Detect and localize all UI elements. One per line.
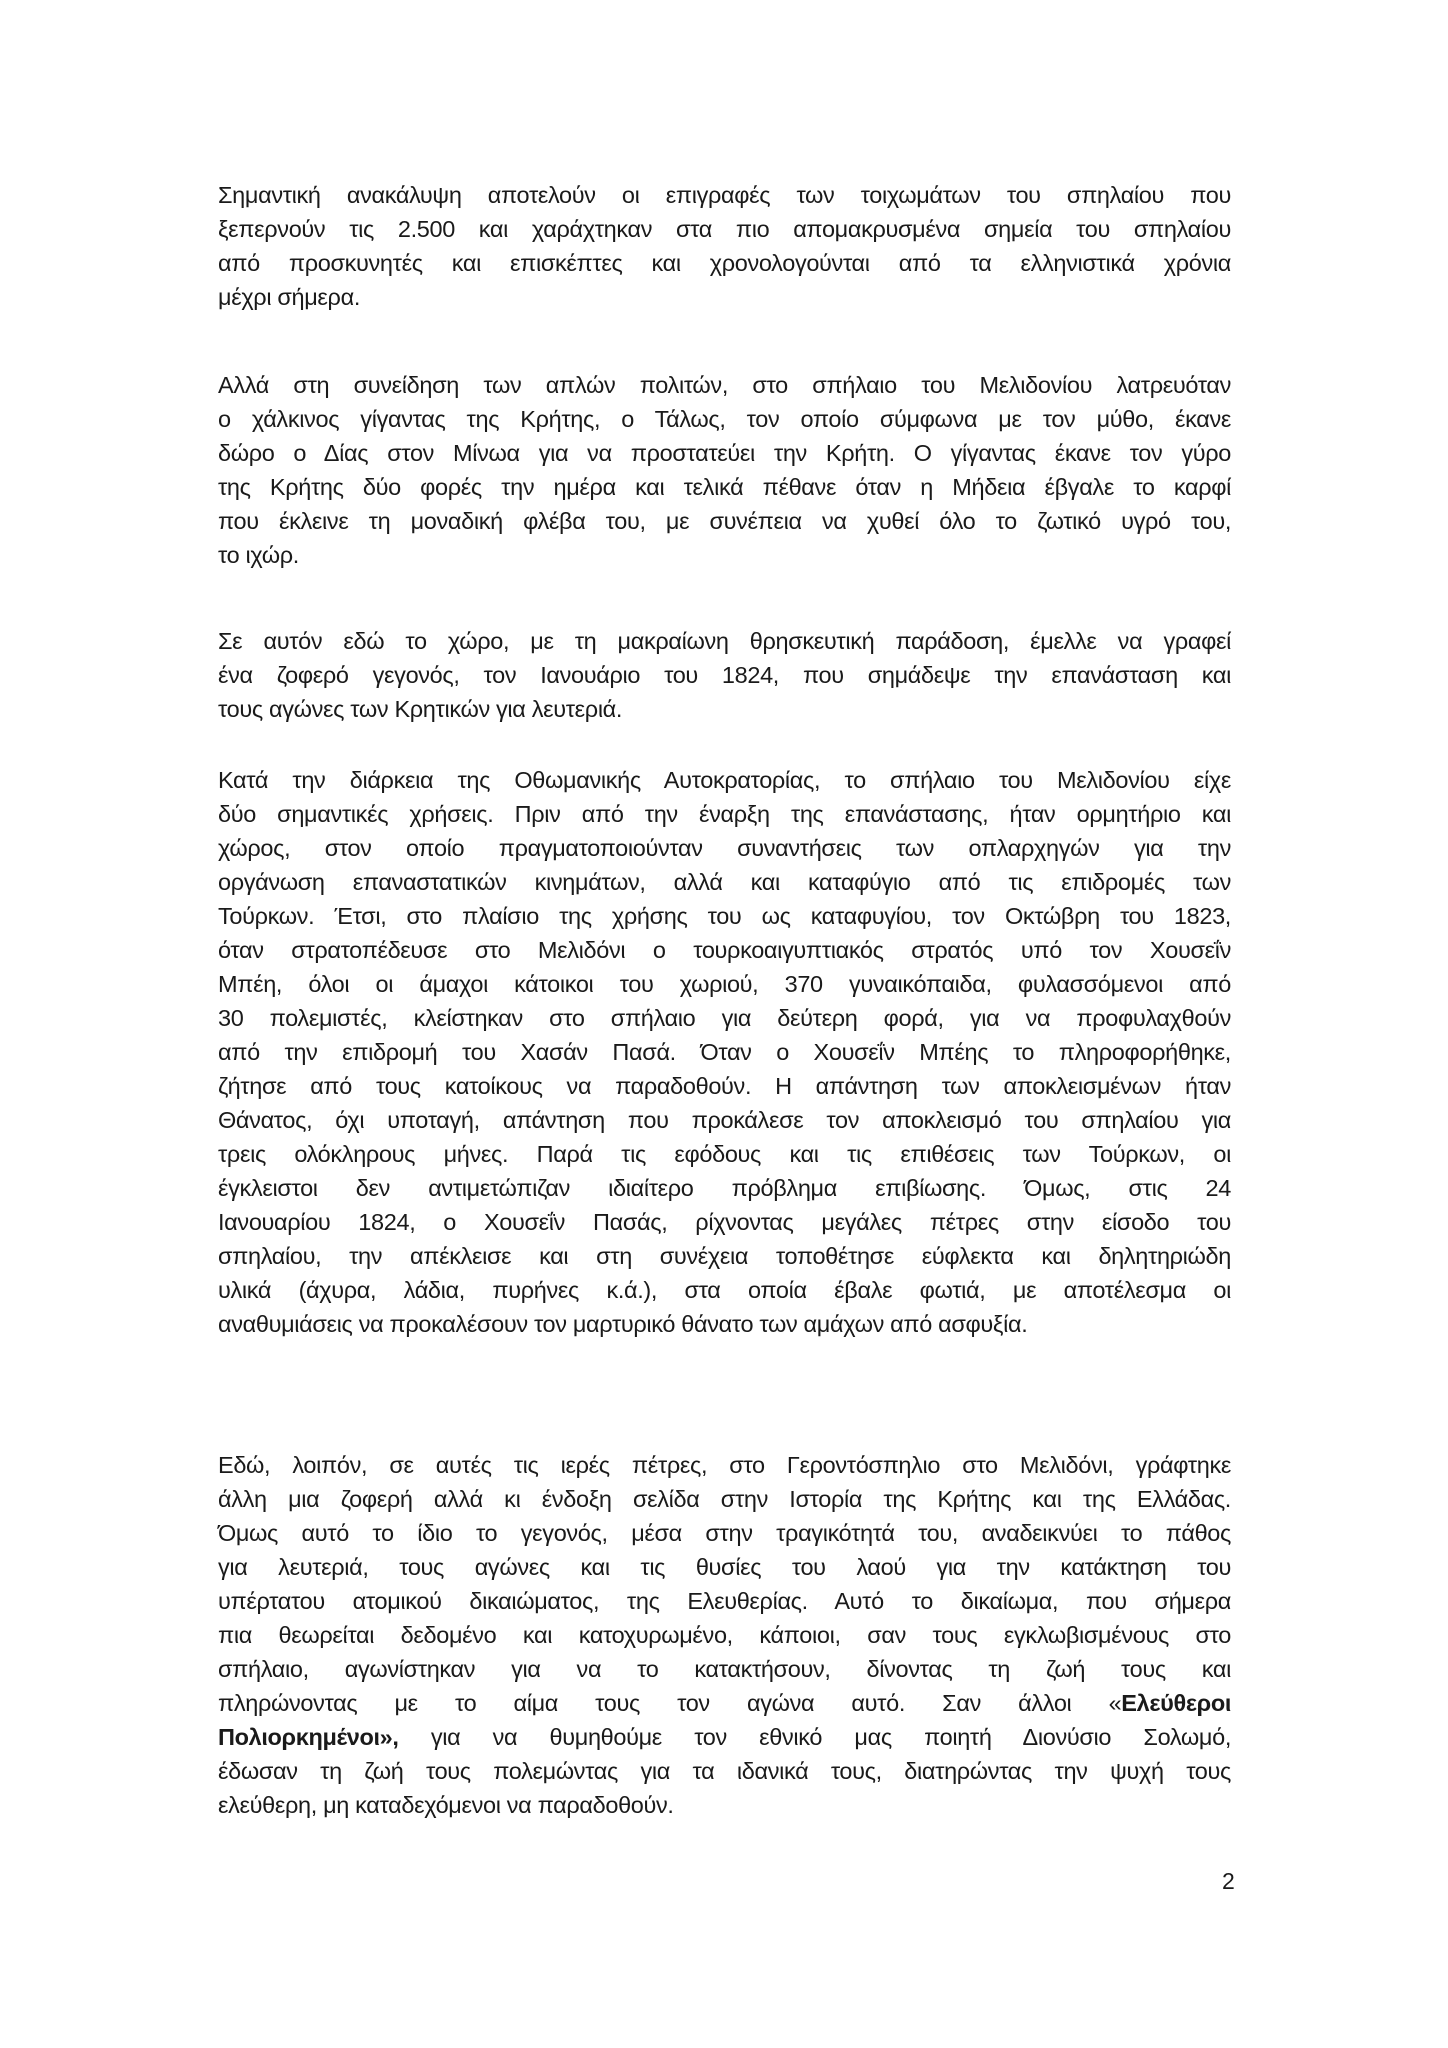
text-line: σπηλαίου, την απέκλεισε και στη συνέχεια τοποθέτησε εύφλεκτα και δηλητηριώδη xyxy=(218,1243,1231,1269)
text-line: Ιανουαρίου 1824, ο Χουσεΐν Πασάς, ρίχνοντας μεγάλες πέτρες στην είσοδο του xyxy=(218,1209,1231,1235)
text-line: σπήλαιο, αγωνίστηκαν για να το κατακτήσουν, δίνοντας τη ζωή τους και xyxy=(218,1656,1231,1682)
text-line: όταν στρατοπέδευσε στο Μελιδόνι ο τουρκοαιγυπτιακός στρατός υπό τον Χουσεΐν xyxy=(218,937,1231,963)
text-line: το ιχώρ. xyxy=(218,542,299,568)
bold-quote-end: Πολιορκημένοι», xyxy=(218,1724,399,1750)
text-line: Εδώ, λοιπόν, σε αυτές τις ιερές πέτρες, στο Γεροντόσπηλιο στο Μελιδόνι, γράφτηκε xyxy=(218,1452,1231,1478)
text-line: ο χάλκινος γίγαντας της Κρήτης, ο Τάλως, τον οποίο σύμφωνα με τον μύθο, έκανε xyxy=(218,406,1231,432)
text-line: δώρο ο Δίας στον Μίνωα για να προστατεύει την Κρήτη. Ο γίγαντας έκανε τον γύρο xyxy=(218,440,1231,466)
text-line: ζήτησε από τους κατοίκους να παραδοθούν. Η απάντηση των αποκλεισμένων ήταν xyxy=(218,1073,1231,1099)
page-number: 2 xyxy=(1222,1868,1235,1894)
text-line: Όμως αυτό το ίδιο το γεγονός, μέσα στην τραγικότητά του, αναδεικνύει το πάθος xyxy=(218,1520,1231,1546)
paragraph-5 xyxy=(218,1448,1231,1822)
text-line: οργάνωση επαναστατικών κινημάτων, αλλά και καταφύγιο από τις επιδρομές των xyxy=(218,869,1231,895)
text-segment: για να θυμηθούμε τον εθνικό μας ποιητή Διονύσιο Σολωμό, xyxy=(398,1724,1231,1750)
text-line: τους αγώνες των Κρητικών για λευτεριά. xyxy=(218,696,623,722)
text-line: Τούρκων. Έτσι, στο πλαίσιο της χρήσης του ως καταφυγίου, τον Οκτώβρη του 1823, xyxy=(218,903,1231,929)
text-line: Σε αυτόν εδώ το χώρο, με τη μακραίωνη θρησκευτική παράδοση, έμελλε να γραφεί xyxy=(218,628,1231,654)
text-line: από την επιδρομή του Χασάν Πασά. Όταν ο Χουσεΐν Μπέης το πληροφορήθηκε, xyxy=(218,1039,1231,1065)
text-line: μέχρι σήμερα. xyxy=(218,284,360,310)
text-line: Θάνατος, όχι υποταγή, απάντηση που προκάλεσε τον αποκλεισμό του σπηλαίου για xyxy=(218,1107,1231,1133)
text-line: από προσκυνητές και επισκέπτες και χρονολογούνται από τα ελληνιστικά χρόνια xyxy=(218,250,1231,276)
paragraph-1 xyxy=(218,178,1231,314)
text-line: έγκλειστοι δεν αντιμετώπιζαν ιδιαίτερο πρόβλημα επιβίωσης. Όμως, στις 24 xyxy=(218,1175,1231,1201)
text-line: Κατά την διάρκεια της Οθωμανικής Αυτοκρατορίας, το σπήλαιο του Μελιδονίου είχε xyxy=(218,767,1231,793)
text-line-with-bold xyxy=(218,1686,1231,1720)
text-line: της Κρήτης δύο φορές την ημέρα και τελικά πέθανε όταν η Μήδεια έβγαλε το καρφί xyxy=(218,474,1231,500)
text-line: Μπέη, όλοι οι άμαχοι κάτοικοι του χωριού, 370 γυναικόπαιδα, φυλασσόμενοι από xyxy=(218,971,1231,997)
text-line-with-bold xyxy=(218,1720,1231,1754)
text-line: άλλη μια ζοφερή αλλά κι ένδοξη σελίδα στην Ιστορία της Κρήτης και της Ελλάδας. xyxy=(218,1486,1231,1512)
text-line: υλικά (άχυρα, λάδια, πυρήνες κ.ά.), στα οποία έβαλε φωτιά, με αποτέλεσμα οι xyxy=(218,1277,1231,1303)
text-line: ελεύθερη, μη καταδεχόμενοι να παραδοθούν. xyxy=(218,1792,674,1818)
text-line: Αλλά στη συνείδηση των απλών πολιτών, στο σπήλαιο του Μελιδονίου λατρευόταν xyxy=(218,372,1231,398)
text-line: Σημαντική ανακάλυψη αποτελούν οι επιγραφές των τοιχωμάτων του σπηλαίου που xyxy=(218,182,1231,208)
text-line: 30 πολεμιστές, κλείστηκαν στο σπήλαιο για δεύτερη φορά, για να προφυλαχθούν xyxy=(218,1005,1231,1031)
text-segment: πληρώνοντας με το αίμα τους τον αγώνα αυτό. Σαν άλλοι « xyxy=(218,1690,1122,1716)
text-line: που έκλεινε τη μοναδική φλέβα του, με συνέπεια να χυθεί όλο το ζωτικό υγρό του, xyxy=(218,508,1231,534)
bold-quote-start: Ελεύθεροι xyxy=(1121,1690,1231,1716)
text-line: δύο σημαντικές χρήσεις. Πριν από την έναρξη της επανάστασης, ήταν ορμητήριο και xyxy=(218,801,1231,827)
paragraph-2 xyxy=(218,368,1231,572)
text-line: για λευτεριά, τους αγώνες και τις θυσίες του λαού για την κατάκτηση του xyxy=(218,1554,1231,1580)
text-line: έδωσαν τη ζωή τους πολεμώντας για τα ιδανικά τους, διατηρώντας την ψυχή τους xyxy=(218,1758,1231,1784)
paragraph-4 xyxy=(218,763,1231,1341)
text-line: αναθυμιάσεις να προκαλέσουν τον μαρτυρικό θάνατο των αμάχων από ασφυξία. xyxy=(218,1311,1028,1337)
text-line: ένα ζοφερό γεγονός, τον Ιανουάριο του 1824, που σημάδεψε την επανάσταση και xyxy=(218,662,1231,688)
text-line: υπέρτατου ατομικού δικαιώματος, της Ελευθερίας. Αυτό το δικαίωμα, που σήμερα xyxy=(218,1588,1231,1614)
text-line: χώρος, στον οποίο πραγματοποιούνταν συναντήσεις των οπλαρχηγών για την xyxy=(218,835,1231,861)
text-line: τρεις ολόκληρους μήνες. Παρά τις εφόδους και τις επιθέσεις των Τούρκων, οι xyxy=(218,1141,1231,1167)
text-line: ξεπερνούν τις 2.500 και χαράχτηκαν στα πιο απομακρυσμένα σημεία του σπηλαίου xyxy=(218,216,1231,242)
paragraph-3 xyxy=(218,624,1231,726)
text-line: πια θεωρείται δεδομένο και κατοχυρωμένο, κάποιοι, σαν τους εγκλωβισμένους στο xyxy=(218,1622,1231,1648)
